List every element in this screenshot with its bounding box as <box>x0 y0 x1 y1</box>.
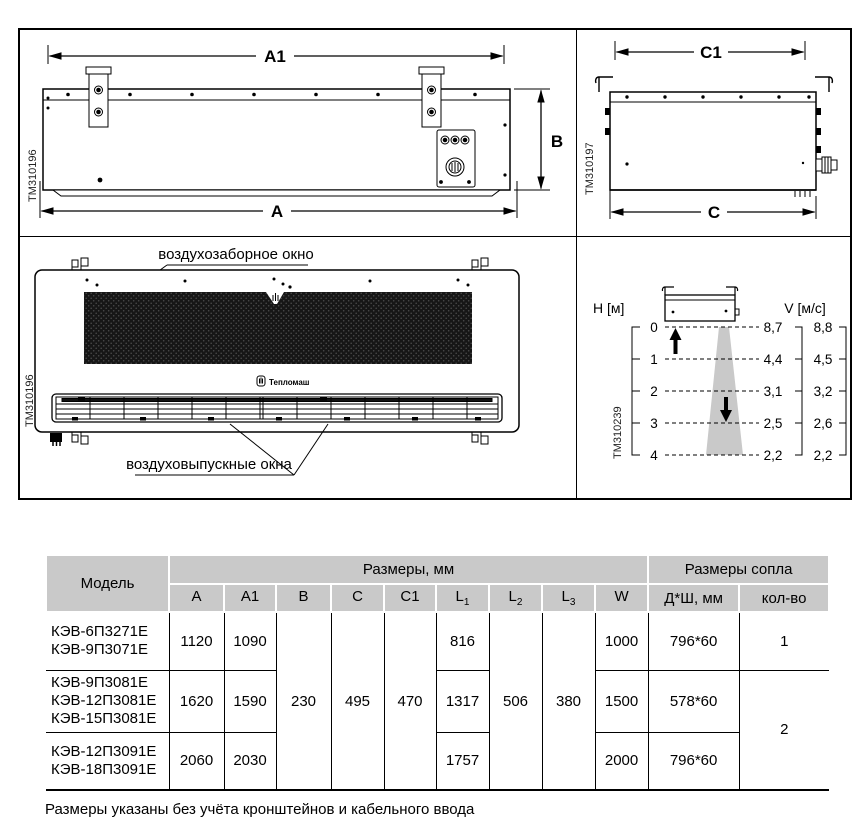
cell-a: 1620 <box>169 670 224 732</box>
mini-unit-icon <box>662 287 739 321</box>
ceiling-hooks <box>596 77 833 92</box>
cell-a1: 2030 <box>224 732 276 790</box>
unit-body-side <box>610 92 816 190</box>
bottom-clamps <box>50 432 488 446</box>
header-col-a1: A1 <box>224 584 276 612</box>
cell-qty-shared: 2 <box>739 670 829 790</box>
svg-text:4: 4 <box>650 448 658 463</box>
velocity-values-col2 <box>814 320 833 463</box>
height-scale-bracket <box>632 327 640 455</box>
tm-code-airflow: TM310239 <box>612 406 624 459</box>
svg-text:2: 2 <box>650 384 658 399</box>
airflow-chart <box>577 237 848 498</box>
header-col-c: C <box>331 584 384 612</box>
svg-text:3: 3 <box>650 416 658 431</box>
table-row <box>46 670 829 732</box>
cell-w: 1500 <box>595 670 648 732</box>
table-row <box>46 732 829 790</box>
brand-name: Тепломаш <box>269 378 310 387</box>
dimension-c <box>610 182 816 222</box>
dimension-a1 <box>48 45 504 66</box>
control-panel <box>437 130 475 187</box>
velocity-bracket-col1 <box>795 327 802 455</box>
outlet-label: воздуховыпускные окна <box>126 456 292 473</box>
height-axis-label: Н [м] <box>593 300 625 316</box>
front-view-drawing <box>20 237 575 498</box>
mounting-bracket-left <box>86 67 111 127</box>
header-dims-group: Размеры, мм <box>169 555 648 584</box>
velocity-bracket-col2 <box>839 327 846 455</box>
bottom-vents <box>795 191 810 197</box>
cell-w: 2000 <box>595 732 648 790</box>
cell-a: 1120 <box>169 612 224 670</box>
rear-view-drawing <box>20 30 575 235</box>
header-col-nozzle-qty: кол-во <box>739 584 829 612</box>
svg-text:2,5: 2,5 <box>763 416 783 431</box>
header-col-a: A <box>169 584 224 612</box>
svg-text:3,2: 3,2 <box>813 384 833 399</box>
intake-label: воздухозаборное окно <box>158 246 314 263</box>
model-cell: КЭВ-12П3091Е КЭВ-18П3091Е <box>46 732 169 790</box>
svg-text:2,2: 2,2 <box>813 448 833 463</box>
side-view-panel <box>577 30 850 237</box>
cell-qty: 1 <box>739 612 829 670</box>
svg-text:0: 0 <box>650 320 658 335</box>
header-col-l1: $L_1$ <box>436 584 489 612</box>
header-model: Модель <box>46 555 169 612</box>
header-nozzle-group: Размеры сопла <box>648 555 829 584</box>
dim-label-a: A <box>270 202 284 221</box>
dim-label-a1: A1 <box>264 47 286 66</box>
brand-logo <box>257 376 310 387</box>
airflow-up-arrow-icon <box>670 328 682 354</box>
svg-text:2,2: 2,2 <box>763 448 783 463</box>
dim-label-b: B <box>550 132 564 151</box>
cell-nozzle: 796*60 <box>648 732 739 790</box>
dimension-b <box>514 89 563 190</box>
header-col-l2: $L_2$ <box>489 584 542 612</box>
cell-a1: 1590 <box>224 670 276 732</box>
header-col-b: B <box>276 584 331 612</box>
cell-w: 1000 <box>595 612 648 670</box>
dimensions-table <box>45 554 830 791</box>
svg-text:1: 1 <box>650 352 658 367</box>
airflow-chart-panel <box>577 237 850 498</box>
header-col-l3: $L_3$ <box>542 584 595 612</box>
side-view-drawing <box>577 30 848 235</box>
tm-code-front: TM310196 <box>24 374 36 427</box>
cell-b-shared: 230 <box>276 612 331 790</box>
svg-text:8,8: 8,8 <box>813 320 833 335</box>
svg-text:2,6: 2,6 <box>813 416 833 431</box>
table-footnote: Размеры указаны без учёта кронштейнов и кабельного ввода <box>45 801 475 818</box>
height-tick-labels <box>650 320 658 463</box>
svg-text:4,5: 4,5 <box>813 352 833 367</box>
cell-l1: 1757 <box>436 732 489 790</box>
tm-code-side: TM310197 <box>584 142 596 195</box>
dim-label-c1: C1 <box>700 43 722 62</box>
header-col-nozzle-size: Д*Ш, мм <box>648 584 739 612</box>
tm-code-rear: TM310196 <box>27 149 39 202</box>
svg-text:8,7: 8,7 <box>763 320 783 335</box>
rear-view-panel <box>20 30 577 237</box>
cable-gland-icon <box>816 157 837 173</box>
cell-a: 2060 <box>169 732 224 790</box>
cell-l3-shared: 380 <box>542 612 595 790</box>
header-col-c1: C1 <box>384 584 436 612</box>
cell-a1: 1090 <box>224 612 276 670</box>
screws-side <box>605 95 821 165</box>
velocity-axis-label: V [м/с] <box>784 300 826 316</box>
drawings-panel <box>18 28 852 500</box>
cell-c1-shared: 470 <box>384 612 436 790</box>
header-col-w: W <box>595 584 648 612</box>
intake-mesh <box>84 292 472 364</box>
cell-c-shared: 495 <box>331 612 384 790</box>
cell-l2-shared: 506 <box>489 612 542 790</box>
front-view-panel <box>20 237 577 498</box>
model-cell: КЭВ-9П3081Е КЭВ-12П3081Е КЭВ-15П3081Е <box>46 670 169 732</box>
cell-l1: 1317 <box>436 670 489 732</box>
velocity-values-col1 <box>764 320 783 463</box>
mounting-bracket-right <box>419 67 444 127</box>
dim-label-c: C <box>707 203 721 222</box>
cell-nozzle: 796*60 <box>648 612 739 670</box>
svg-text:4,4: 4,4 <box>763 352 783 367</box>
svg-text:3,1: 3,1 <box>763 384 783 399</box>
dimension-c1 <box>615 41 805 62</box>
cell-l1: 816 <box>436 612 489 670</box>
table-row <box>46 612 829 670</box>
cell-nozzle: 578*60 <box>648 670 739 732</box>
model-cell: КЭВ-6П3271Е КЭВ-9П3071Е <box>46 612 169 670</box>
